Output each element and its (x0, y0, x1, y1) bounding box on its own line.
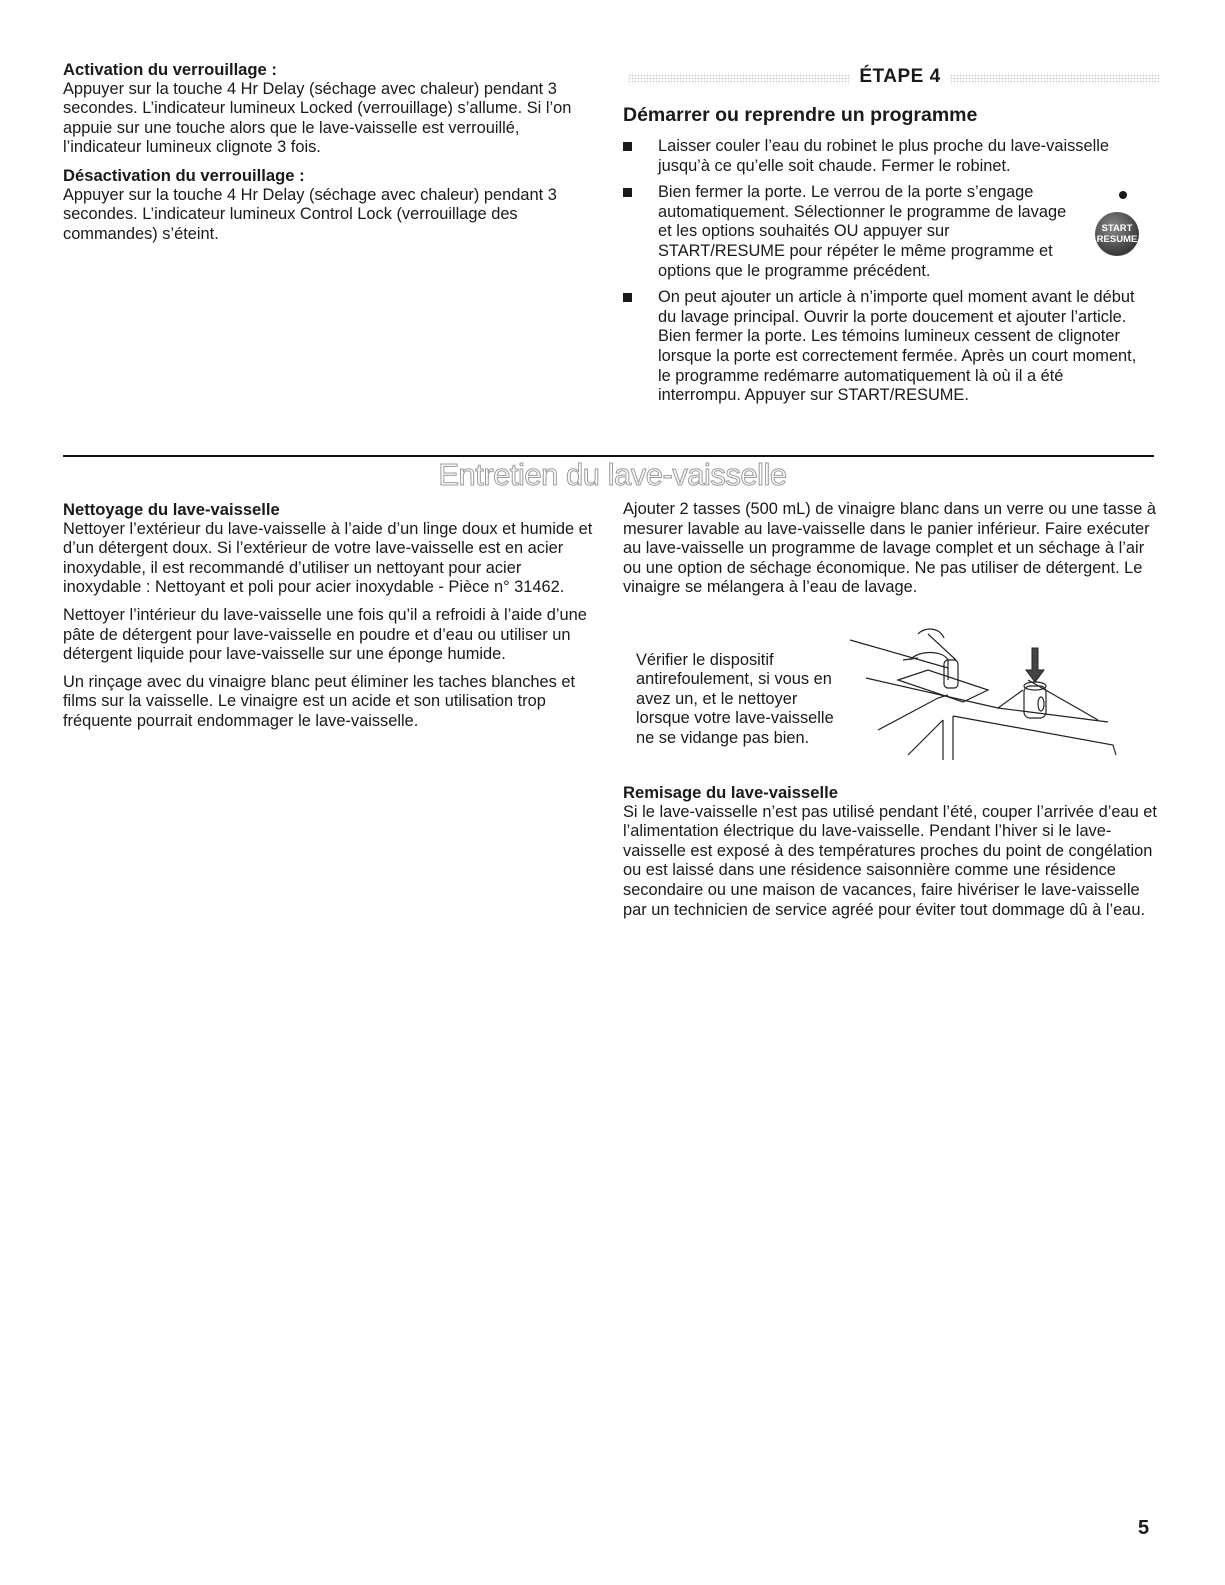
list-item: Laisser couler l’eau du robinet le plus proche du lave-vaisselle jusqu’à ce qu’elle soit chaude. Fermer le robinet. (623, 137, 1148, 176)
cleaning-paragraph: Un rinçage avec du vinaigre blanc peut éliminer les taches blanches et films sur la vaisselle. Le vinaigre est un acide et son utilisation trop fréquente pourrait endommager le lave-vaisselle. (63, 672, 576, 730)
faucet-air-gap-illustration (848, 620, 1120, 772)
page-number: 5 (1138, 1517, 1150, 1539)
storage-text: Si le lave-vaisselle n’est pas utilisé pendant l’été, couper l’arrivée d’eau et l’alimentation électrique du lave-vaisselle. Pendant l’hiver si le lave-vaisselle est exposé à des températures proches du point de congélation ou est laissé dans une résidence saisonnière comme une résidence secondaire ou une maison de vacances, faire hivériser le lave-vaisselle par un technicien de service agréé pour éviter tout dommage dû à l’eau. (623, 802, 1157, 919)
cleaning-paragraph: Nettoyer l’intérieur du lave-vaisselle une fois qu’il a refroidi à l’aide d’une pâte de détergent pour lave-vaisselle en poudre et d’eau ou utiliser un détergent liquide pour lave-vaisselle sur une éponge humide. (63, 605, 587, 664)
indicator-light-icon (1119, 191, 1127, 199)
step-banner-pattern-left (628, 74, 850, 84)
step-label: ÉTAPE 4 (850, 66, 950, 88)
figure-caption: Vérifier le dispositif antirefoulement, si vous en avez un, et le nettoyer lorsque votre lave-vaisselle ne se vidange pas bien. (636, 651, 834, 747)
lock-off-heading: Désactivation du verrouillage : (63, 165, 305, 185)
cleaning-paragraph: Nettoyer l’extérieur du lave-vaisselle à l’aide d’un linge doux et humide et d’un détergent doux. Si l’extérieur de votre lave-vaisselle est en acier inoxydable, il est recommandé d’utiliser un nettoyant pour acier inoxydable : Nettoyant et poli pour acier inoxydable - Pièce n° 31462. (63, 519, 593, 597)
step-banner-pattern-right (950, 74, 1160, 84)
list-item: Bien fermer la porte. Le verrou de la porte s’engage automatiquement. Sélectionner le programme de lavage et les options souhaités OU appuyer sur START/RESUME pour répéter le même programme et options que le programme précédent. (623, 183, 1148, 281)
list-item: On peut ajouter un article à n’importe quel moment avant le début du lavage principal. Ouvrir la porte doucement et ajouter l’article. Bien fermer la porte. Les témoins lumineux cessent de clignoter lorsque la porte est correctement fermée. Après un court moment, le programme redémarre automatiquement là où il a été interrompu. Appuyer sur START/RESUME. (623, 288, 1148, 406)
step-title: Démarrer ou reprendre un programme (623, 104, 978, 126)
storage-heading: Remisage du lave-vaisselle (623, 783, 838, 802)
storage-section (623, 783, 1158, 928)
cleaning-section (63, 500, 598, 740)
step-bullets (623, 137, 1148, 413)
start-resume-button-icon: START RESUME (1095, 212, 1139, 256)
lock-on-text: Appuyer sur la touche 4 Hr Delay (séchage avec chaleur) pendant 3 secondes. L’indicateur lumineux Locked (verrouillage) s’allume. Si l’on appuie sur une touche alors que le lave-vaisselle est verrouillé, l’indicateur lumineux clignote 3 fois. (63, 79, 572, 157)
section-title: Entretien du lave-vaisselle (438, 457, 787, 492)
lock-instructions (63, 60, 598, 252)
vinegar-paragraph: Ajouter 2 tasses (500 mL) de vinaigre blanc dans un verre ou une tasse à mesurer lavable au lave-vaisselle dans le panier inférieur. Faire exécuter au lave-vaisselle un programme de lavage complet et un séchage à l’air ou une option de séchage économique. Ne pas utiliser de détergent. Le vinaigre se mélangera à l’eau de lavage. (623, 500, 1157, 597)
lock-on-heading: Activation du verrouillage : (63, 60, 277, 79)
lock-off-text: Appuyer sur la touche 4 Hr Delay (séchage avec chaleur) pendant 3 secondes. L’indicateur lumineux Control Lock (verrouillage des commandes) s’éteint. (63, 185, 557, 243)
step-banner (628, 66, 1160, 92)
cleaning-heading: Nettoyage du lave-vaisselle (63, 500, 280, 519)
